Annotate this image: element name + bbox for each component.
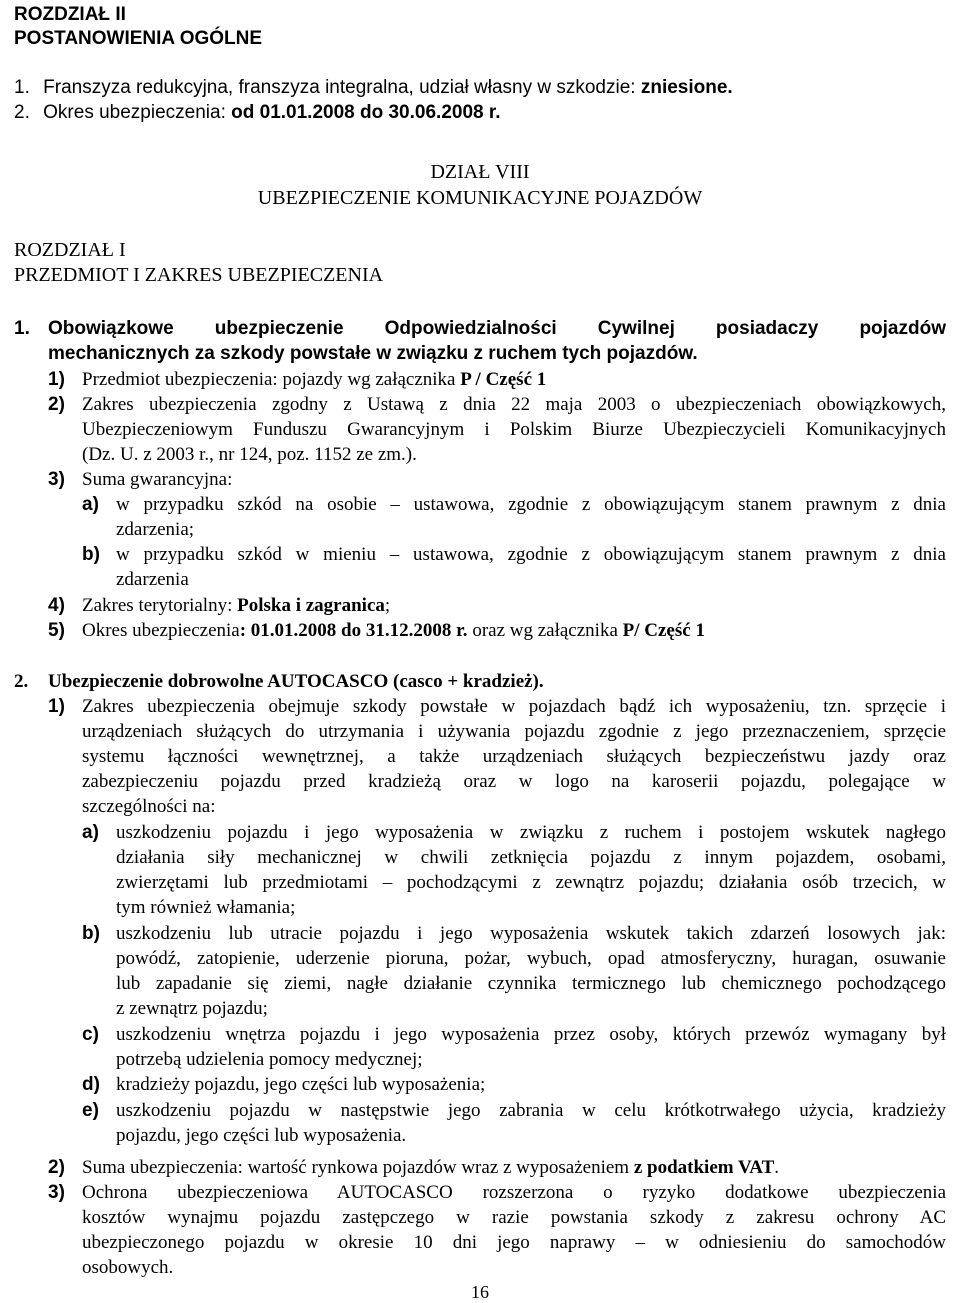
ac-sub-b-line3: lub zapadanie się ziemi, nagłe działanie czynnika termicznego lub chemicznego pochodzącego <box>116 973 946 994</box>
section-subtitle: UBEZPIECZENIE KOMUNIKACYJNE POJAZDÓW <box>257 187 703 209</box>
oc-point-3-text: Suma gwarancyjna: <box>82 469 233 490</box>
oc-point-5-mid: oraz wg załącznika <box>467 620 623 641</box>
oc-sub-b-line2: zdarzenia <box>116 569 189 590</box>
ac-point-2-bold: z podatkiem VAT <box>633 1157 775 1178</box>
oc-point-5-text: Okres ubezpieczenia <box>82 620 240 641</box>
oc-point-1-label: 1) <box>48 369 65 390</box>
oc-point-5-label: 5) <box>48 620 65 641</box>
ac-sub-c-line2: potrzebą udzielenia pomocy medycznej; <box>116 1049 423 1070</box>
oc-point-1-text: Przedmiot ubezpieczenia: pojazdy wg załącznika <box>82 369 461 390</box>
ac-point-3-line3: ubezpieczonego pojazdu w okresie 10 dni jego naprawy – w odniesieniu do samochodów <box>82 1232 946 1253</box>
oc-point-2-line1: Zakres ubezpieczenia zgodny z Ustawą z dnia 22 maja 2003 o ubezpieczeniach obowiązkowych, <box>82 394 946 415</box>
oc-point-2-line3: (Dz. U. z 2003 r., nr 124, poz. 1152 ze zm.). <box>82 444 417 465</box>
ac-point-1-line5: szczególności na: <box>82 796 216 817</box>
oc-point-4 <box>82 594 390 618</box>
ac-point-3-line4: osobowych. <box>82 1257 174 1278</box>
oc-point-4-text: Zakres terytorialny: <box>82 595 238 616</box>
ac-sub-b-label: b) <box>82 923 100 944</box>
ac-sub-a-line2: działania siły mechanicznej w chwili zetknięcia pojazdu z innym pojazdem, osobami, <box>116 847 946 868</box>
item-text: Okres ubezpieczenia: <box>43 102 232 123</box>
section-title: DZIAŁ VIII <box>430 161 530 183</box>
ac-sub-c-label: c) <box>82 1024 99 1045</box>
item-number: 1. <box>14 77 30 98</box>
oc-point-4-bold: Polska i zagranica <box>237 595 385 616</box>
ac-point-3-line1: Ochrona ubezpieczeniowa AUTOCASCO rozszerzona o ryzyko dodatkowe ubezpieczenia <box>82 1182 946 1203</box>
oc-point-5 <box>82 619 705 643</box>
oc-sub-b-line1: w przypadku szkód w mieniu – ustawowa, zgodnie z obowiązującym stanem prawnym z dnia <box>116 544 946 565</box>
ac-point-1-line1: Zakres ubezpieczenia obejmuje szkody powstałe w pojazdach bądź ich wyposażeniu, tzn. sprzęcie i <box>82 696 946 717</box>
ac-sub-b-line2: powódź, zatopienie, uderzenie pioruna, pożar, wybuch, opad atmosferyczny, huragan, osuwanie <box>116 948 946 969</box>
oc-point-3-label: 3) <box>48 469 65 490</box>
oc-sub-a-line2: zdarzenia; <box>116 519 195 540</box>
item-bold: od 01.01.2008 do 30.06.2008 r. <box>231 102 501 123</box>
ac-point-3-label: 3) <box>48 1182 65 1203</box>
ac-sub-d-label: d) <box>82 1074 100 1095</box>
chapter1-label: ROZDZIAŁ I <box>14 239 126 261</box>
general-item-2 <box>14 101 501 125</box>
item-number: 2. <box>14 102 30 123</box>
ac-point-1-label: 1) <box>48 696 65 717</box>
ac-point-1-line3: systemu łączności wewnętrznej, a także urządzeniach służących bezpieczeństwu jazdy oraz <box>82 746 946 767</box>
oc-point-5-bold2: P/ Część 1 <box>622 620 705 641</box>
page-number: 16 <box>471 1282 489 1302</box>
oc-heading-line1: Obowiązkowe ubezpieczenie Odpowiedzialności Cywilnej posiadaczy pojazdów <box>48 318 946 339</box>
ac-sub-a-label: a) <box>82 822 99 843</box>
ac-number: 2. <box>14 671 29 692</box>
oc-point-2-line2: Ubezpieczeniowym Funduszu Gwarancyjnym i Polskim Biurze Ubezpieczycieli Komunikacyjnych <box>82 419 946 440</box>
ac-point-2-end: . <box>774 1157 780 1178</box>
item-bold: zniesione. <box>640 77 733 98</box>
oc-sub-b-label: b) <box>82 544 100 565</box>
oc-point-4-label: 4) <box>48 595 65 616</box>
ac-sub-d-line1: kradzieży pojazdu, jego części lub wyposażenia; <box>116 1074 486 1095</box>
oc-number: 1. <box>14 318 30 339</box>
ac-sub-c-line1: uszkodzeniu wnętrza pojazdu i jego wyposażenia przez osoby, których przewóz wymagany był <box>116 1024 946 1045</box>
ac-heading: Ubezpieczenie dobrowolne AUTOCASCO (casco + kradzież). <box>48 671 544 692</box>
ac-sub-e-line1: uszkodzeniu pojazdu w następstwie jego zabrania w celu krótkotrwałego użycia, kradzieży <box>116 1100 946 1121</box>
ac-sub-a-line1: uszkodzeniu pojazdu i jego wyposażenia w związku z ruchem i postojem wskutek nagłego <box>116 822 946 843</box>
chapter1-title: PRZEDMIOT I ZAKRES UBEZPIECZENIA <box>14 264 384 286</box>
ac-point-1-line2: urządzeniach służących do utrzymania i używania pojazdu zgodnie z jego przeznaczeniem, sprzęcie <box>82 721 946 742</box>
chapter-label: ROZDZIAŁ II <box>14 4 126 25</box>
ac-point-3-line2: kosztów wynajmu pojazdu zastępczego w razie powstania szkody z zakresu ochrony AC <box>82 1207 946 1228</box>
general-item-1 <box>14 76 733 100</box>
oc-point-5-bold: : 01.01.2008 do 31.12.2008 r. <box>239 620 468 641</box>
ac-sub-a-line4: tym również włamania; <box>116 897 296 918</box>
ac-sub-e-label: e) <box>82 1100 99 1121</box>
oc-point-1 <box>82 368 546 392</box>
chapter-title: POSTANOWIENIA OGÓLNE <box>14 28 263 49</box>
oc-point-4-end: ; <box>384 595 391 616</box>
ac-sub-a-line3: zwierzętami lub przedmiotami – pochodzącymi z zewnątrz pojazdu; działania osób trzecich, w <box>116 872 946 893</box>
oc-sub-a-label: a) <box>82 494 99 515</box>
oc-point-1-bold: P / Część 1 <box>460 369 547 390</box>
ac-point-1-line4: zabezpieczeniu pojazdu przed kradzieżą oraz w logo na karoserii pojazdu, polegające w <box>82 771 946 792</box>
ac-point-2 <box>82 1156 779 1180</box>
ac-point-2-text: Suma ubezpieczenia: wartość rynkowa pojazdów wraz z wyposażeniem <box>82 1157 634 1178</box>
oc-point-2-label: 2) <box>48 394 65 415</box>
ac-sub-b-line1: uszkodzeniu lub utracie pojazdu i jego wyposażenia wskutek takich zdarzeń losowych jak: <box>116 923 946 944</box>
ac-point-2-label: 2) <box>48 1157 65 1178</box>
ac-sub-b-line4: z zewnątrz pojazdu; <box>116 998 268 1019</box>
oc-heading-line2: mechanicznych za szkody powstałe w związku z ruchem tych pojazdów. <box>48 343 698 364</box>
oc-sub-a-line1: w przypadku szkód na osobie – ustawowa, zgodnie z obowiązującym stanem prawnym z dnia <box>116 494 946 515</box>
ac-sub-e-line2: pojazdu, jego części lub wyposażenia. <box>116 1125 407 1146</box>
item-text: Franszyza redukcyjna, franszyza integralna, udział własny w szkodzie: <box>43 77 641 98</box>
